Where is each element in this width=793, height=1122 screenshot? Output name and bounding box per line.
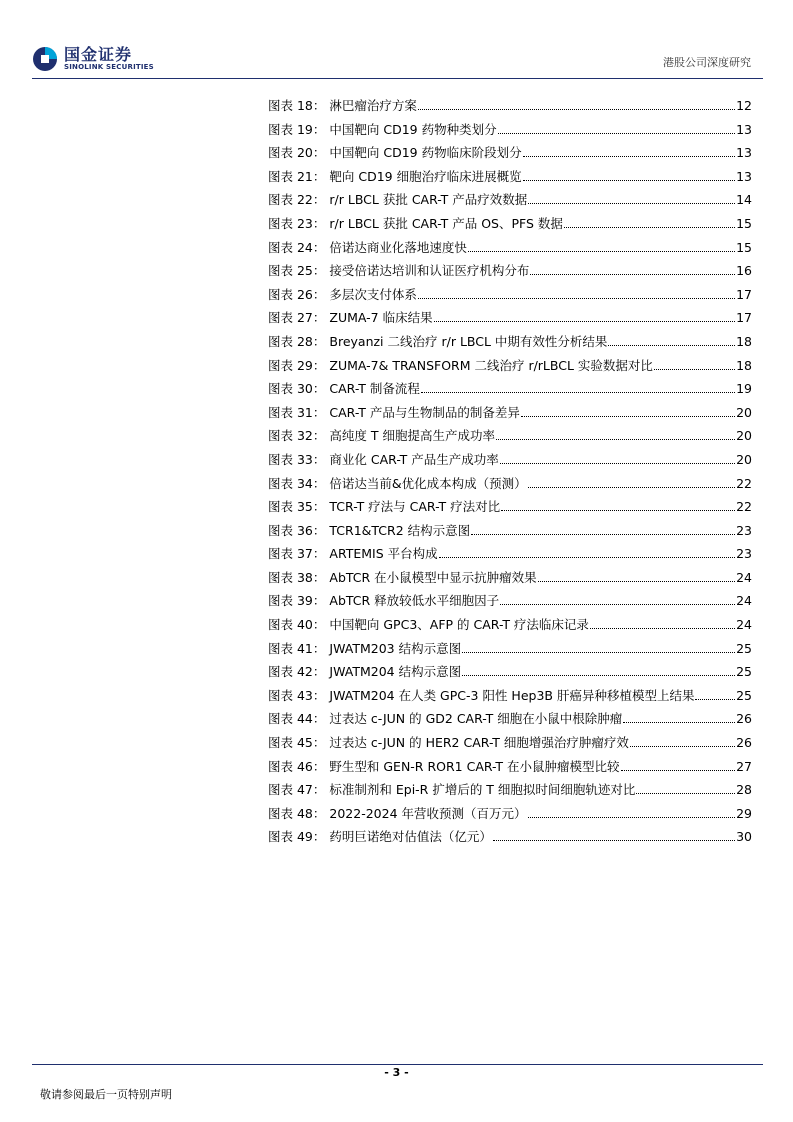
toc-row[interactable] [268, 615, 752, 639]
toc-leader-dots [654, 369, 735, 370]
toc-row[interactable] [268, 96, 752, 120]
toc-figure-title: AbTCR 释放较低水平细胞因子 [329, 593, 500, 609]
toc-figure-label: 图表 43： [268, 687, 326, 703]
page-number: - 3 - [384, 1066, 409, 1079]
toc-leader-dots [630, 746, 735, 747]
brand-name-en: SINOLINK SECURITIES [64, 63, 154, 71]
toc-figure-title: ZUMA-7& TRANSFORM 二线治疗 r/rLBCL 实验数据对比 [329, 357, 653, 373]
toc-leader-dots [501, 510, 735, 511]
toc-leader-dots [500, 604, 735, 605]
toc-leader-dots [636, 793, 735, 794]
toc-figure-title: TCR-T 疗法与 CAR-T 疗法对比 [329, 499, 501, 515]
toc-figure-title: 商业化 CAR-T 产品生产成功率 [329, 451, 499, 467]
toc-figure-title: 药明巨诺绝对估值法（亿元） [329, 829, 492, 845]
toc-page-number: 22 [736, 475, 752, 491]
toc-row[interactable] [268, 450, 752, 474]
toc-row[interactable] [268, 120, 752, 144]
toc-leader-dots [528, 817, 736, 818]
toc-page-number: 26 [736, 735, 752, 751]
toc-page-number: 14 [736, 192, 752, 208]
toc-leader-dots [498, 133, 735, 134]
toc-leader-dots [418, 298, 735, 299]
toc-leader-dots [471, 534, 735, 535]
toc-figure-label: 图表 25： [268, 263, 326, 279]
toc-row[interactable] [268, 639, 752, 663]
toc-leader-dots [528, 487, 735, 488]
toc-figure-label: 图表 35： [268, 499, 326, 515]
toc-figure-title: 多层次支付体系 [329, 286, 417, 302]
toc-figure-label: 图表 27： [268, 310, 326, 326]
toc-page-number: 13 [736, 121, 752, 137]
toc-figure-label: 图表 36： [268, 522, 326, 538]
brand-logo [32, 44, 154, 74]
toc-page-number: 18 [736, 357, 752, 373]
toc-figure-title: JWATM204 结构示意图 [329, 664, 462, 680]
toc-row[interactable] [268, 568, 752, 592]
toc-figure-label: 图表 18： [268, 98, 326, 113]
toc-figure-label: 图表 38： [268, 569, 326, 585]
toc-row[interactable] [268, 709, 752, 733]
toc-figure-title: JWATM204 在人类 GPC-3 阳性 Hep3B 肝癌异种移植模型上结果 [329, 687, 695, 703]
toc-figure-label: 图表 22： [268, 192, 326, 208]
toc-figure-label: 图表 19： [268, 121, 326, 137]
toc-leader-dots [493, 840, 735, 841]
toc-page-number: 23 [736, 522, 752, 538]
toc-figure-label: 图表 23： [268, 215, 326, 231]
toc-figure-label: 图表 47： [268, 782, 326, 798]
toc-row[interactable] [268, 403, 752, 427]
toc-row[interactable] [268, 521, 752, 545]
toc-row[interactable] [268, 356, 752, 380]
toc-row[interactable] [268, 497, 752, 521]
toc-leader-dots [530, 274, 735, 275]
toc-figure-title: 靶向 CD19 细胞治疗临床进展概览 [329, 168, 522, 184]
toc-page-number: 24 [736, 569, 752, 585]
toc-page-number: 20 [736, 404, 752, 420]
toc-page-number: 24 [736, 593, 752, 609]
toc-figure-label: 图表 45： [268, 735, 326, 751]
toc-figure-label: 图表 26： [268, 286, 326, 302]
toc-figure-label: 图表 21： [268, 168, 326, 184]
toc-row[interactable] [268, 214, 752, 238]
toc-page-number: 28 [736, 782, 752, 798]
toc-page-number: 16 [736, 263, 752, 279]
toc-figure-label: 图表 37： [268, 546, 326, 562]
toc-figure-title: 接受倍诺达培训和认证医疗机构分布 [329, 263, 530, 279]
toc-leader-dots [521, 416, 735, 417]
toc-figure-label: 图表 33： [268, 451, 326, 467]
toc-leader-dots [462, 652, 735, 653]
toc-page-number: 25 [736, 664, 752, 680]
toc-leader-dots [528, 203, 735, 204]
toc-figure-title: 倍诺达当前&优化成本构成（预测） [329, 475, 527, 491]
toc-leader-dots [523, 156, 735, 157]
toc-figure-label: 图表 49： [268, 829, 326, 845]
toc-figure-label: 图表 34： [268, 475, 326, 491]
toc-leader-dots [421, 392, 735, 393]
toc-row[interactable] [268, 757, 752, 781]
toc-figure-label: 图表 44： [268, 711, 326, 727]
toc-leader-dots [538, 581, 735, 582]
toc-leader-dots [434, 321, 735, 322]
toc-page-number: 20 [736, 451, 752, 467]
toc-figure-title: 2022-2024 年营收预测（百万元） [329, 805, 527, 821]
toc-leader-dots [608, 345, 735, 346]
toc-figure-title: CAR-T 产品与生物制品的制备差异 [329, 404, 520, 420]
toc-leader-dots [623, 722, 735, 723]
toc-page-number: 22 [736, 499, 752, 515]
toc-figure-title: 过表达 c-JUN 的 HER2 CAR-T 细胞增强治疗肿瘤疗效 [329, 735, 629, 751]
toc-figure-title: CAR-T 制备流程 [329, 381, 420, 397]
toc-figure-label: 图表 20： [268, 145, 326, 161]
toc-page-number: 25 [736, 687, 752, 703]
toc-page-number: 23 [736, 546, 752, 562]
figure-index [268, 96, 752, 851]
toc-row[interactable] [268, 733, 752, 757]
toc-figure-title: 中国靶向 CD19 药物种类划分 [329, 121, 497, 137]
toc-page-number: 17 [736, 286, 752, 302]
toc-figure-title: AbTCR 在小鼠模型中显示抗肿瘤效果 [329, 569, 537, 585]
toc-row[interactable] [268, 285, 752, 309]
toc-page-number: 20 [736, 428, 752, 444]
toc-row[interactable] [268, 238, 752, 262]
toc-figure-title: Breyanzi 二线治疗 r/r LBCL 中期有效性分析结果 [329, 333, 608, 349]
toc-figure-title: TCR1&TCR2 结构示意图 [329, 522, 471, 538]
toc-page-number: 26 [736, 711, 752, 727]
toc-figure-title: 高纯度 T 细胞提高生产成功率 [329, 428, 495, 444]
toc-figure-title: 标准制剂和 Epi-R 扩增后的 T 细胞拟时间细胞轨迹对比 [329, 782, 636, 798]
toc-row[interactable] [268, 190, 752, 214]
toc-figure-label: 图表 28： [268, 333, 326, 349]
toc-row[interactable] [268, 662, 752, 686]
toc-row[interactable] [268, 544, 752, 568]
toc-figure-label: 图表 31： [268, 404, 326, 420]
toc-page-number: 30 [736, 829, 752, 845]
toc-figure-title: r/r LBCL 获批 CAR-T 产品疗效数据 [329, 192, 528, 208]
toc-row[interactable] [268, 780, 752, 804]
toc-page-number: 18 [736, 333, 752, 349]
page-header [32, 44, 763, 74]
toc-leader-dots [564, 227, 735, 228]
brand-name-cn: 国金证券 [64, 45, 133, 64]
toc-row[interactable] [268, 379, 752, 403]
toc-figure-title: 野生型和 GEN-R ROR1 CAR-T 在小鼠肿瘤模型比较 [329, 758, 620, 774]
disclaimer-note: 敬请参阅最后一页特别声明 [40, 1088, 172, 1101]
report-type: 港股公司深度研究 [663, 56, 751, 69]
toc-leader-dots [590, 628, 735, 629]
toc-page-number: 19 [736, 381, 752, 397]
toc-figure-label: 图表 39： [268, 593, 326, 609]
toc-row[interactable] [268, 804, 752, 828]
toc-page-number: 15 [736, 239, 752, 255]
toc-figure-title: r/r LBCL 获批 CAR-T 产品 OS、PFS 数据 [329, 215, 563, 231]
toc-page-number: 13 [736, 145, 752, 161]
toc-page-number: 13 [736, 168, 752, 184]
toc-page-number: 15 [736, 215, 752, 231]
toc-leader-dots [523, 180, 735, 181]
toc-figure-label: 图表 32： [268, 428, 326, 444]
toc-figure-title: 倍诺达商业化落地速度快 [329, 239, 467, 255]
toc-figure-title: 过表达 c-JUN 的 GD2 CAR-T 细胞在小鼠中根除肿瘤 [329, 711, 623, 727]
toc-page-number: 25 [736, 640, 752, 656]
toc-figure-label: 图表 46： [268, 758, 326, 774]
toc-leader-dots [496, 439, 735, 440]
toc-row[interactable] [268, 261, 752, 285]
toc-leader-dots [695, 699, 735, 700]
toc-row[interactable] [268, 827, 752, 851]
toc-leader-dots [621, 770, 736, 771]
toc-leader-dots [500, 463, 735, 464]
toc-figure-title: 淋巴瘤治疗方案 [329, 98, 417, 113]
header-divider [32, 78, 763, 79]
toc-figure-label: 图表 41： [268, 640, 326, 656]
toc-row[interactable] [268, 167, 752, 191]
toc-figure-label: 图表 48： [268, 805, 326, 821]
toc-figure-label: 图表 24： [268, 239, 326, 255]
toc-leader-dots [462, 675, 735, 676]
toc-leader-dots [418, 109, 735, 110]
toc-row[interactable] [268, 591, 752, 615]
toc-row[interactable] [268, 143, 752, 167]
toc-page-number: 27 [736, 758, 752, 774]
toc-row[interactable] [268, 426, 752, 450]
toc-row[interactable] [268, 686, 752, 710]
toc-figure-label: 图表 29： [268, 357, 326, 373]
toc-figure-label: 图表 30： [268, 381, 326, 397]
toc-figure-label: 图表 40： [268, 617, 326, 633]
toc-page-number: 12 [736, 98, 752, 113]
toc-page-number: 17 [736, 310, 752, 326]
toc-row[interactable] [268, 308, 752, 332]
toc-figure-title: 中国靶向 CD19 药物临床阶段划分 [329, 145, 522, 161]
toc-figure-title: JWATM203 结构示意图 [329, 640, 462, 656]
brand-mark-icon [32, 46, 58, 72]
toc-page-number: 24 [736, 617, 752, 633]
toc-row[interactable] [268, 332, 752, 356]
toc-figure-label: 图表 42： [268, 664, 326, 680]
toc-page-number: 29 [736, 805, 752, 821]
footer-divider [32, 1064, 763, 1065]
toc-figure-title: ARTEMIS 平台构成 [329, 546, 438, 562]
toc-figure-title: ZUMA-7 临床结果 [329, 310, 433, 326]
toc-leader-dots [468, 251, 735, 252]
toc-figure-title: 中国靶向 GPC3、AFP 的 CAR-T 疗法临床记录 [329, 617, 589, 633]
toc-row[interactable] [268, 474, 752, 498]
toc-leader-dots [439, 557, 735, 558]
